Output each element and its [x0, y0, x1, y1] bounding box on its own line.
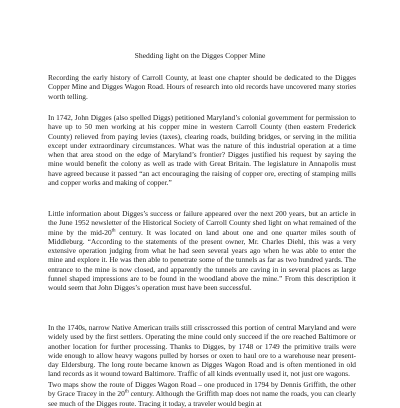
ordinal-suffix: th	[111, 228, 116, 234]
ordinal-suffix: th	[124, 389, 129, 395]
paragraph-intro: Recording the early history of Carroll County, at least one chapter should be dedicated to the Digges Copper Mine and Digges Wagon Road. Hours of research into old records have uncovered many stories worth telling.	[48, 73, 356, 101]
paragraph-text: Two maps show the route of Digges Wagon Road – one produced in 1794 by Dennis Griffith, the other by Grace Tracey in the 20	[48, 380, 356, 399]
page-title: Shedding light on the Digges Copper Mine	[134, 51, 266, 60]
paragraph-1742-petition: In 1742, John Digges (also spelled Diggs) petitioned Maryland’s colonial government for permission to have up to 50 men working at his copper mine in western Carroll County (then eastern Frederick County) relieved from paying levies (taxes), clearing roads, building bridges, or serving in the militia except under extraordinary circumstances. What was the nature of this industrial operation at a time when that area stood on the edge of Maryland’s frontier? Digges justified his request by saying the mine would benefit the colony as well as trade with Great Britain. The legislature in Annapolis must have agreed because it passed “an act encouraging the raising of copper ore, erecting of stamping mills and copper works and making of copper.”	[48, 113, 356, 188]
paragraph-1740s-trails: In the 1740s, narrow Native American trails still crisscrossed this portion of central Maryland and were widely used by the first settlers. Operating the mine could only succeed if the ore reached Baltimore or another location for further processing. Thanks to Digges, by 1748 or 1749 the primitive trails were wide enough to allow heavy wagons pulled by horses or oxen to haul ore to a warehouse near present-day Eldersburg. The long route became known as Digges Wagon Road and is often mentioned in old land records as it wound toward Baltimore. Traffic of all kinds eventually used it, not just ore wagons.	[48, 323, 356, 379]
paragraph-1952-newsletter	[48, 209, 356, 293]
paragraph-two-maps	[48, 380, 356, 408]
paragraph-text: Little information about Digges’s success or failure appeared over the next 200 years, but an article in the June 1952 newsletter of the Historical Society of Carroll County shed light on what remained of the mine by the mid-20	[48, 209, 356, 237]
paragraph-text: century. It was located on land about one and one quarter miles south of Middleburg. “According to the statements of the present owner, Mr. Charles Diehl, this was a very extensive operation judging from what he had seen several years ago when he was able to enter the mine and explore it. He was then able to penetrate some of the tunnels as far as two hundred yards. The entrance to the mine is now closed, and apparently the tunnels are caving in in several places as large funnel shaped impressions are to be found in the woodland above the mine.” From this description it would seem that John Digges’s operation must have been successful.	[48, 227, 356, 293]
paragraph-text: century. Although the Griffith map does not name the roads, you can clearly see much of the Digges route. Tracing it today, a traveler would begin at	[48, 389, 356, 408]
